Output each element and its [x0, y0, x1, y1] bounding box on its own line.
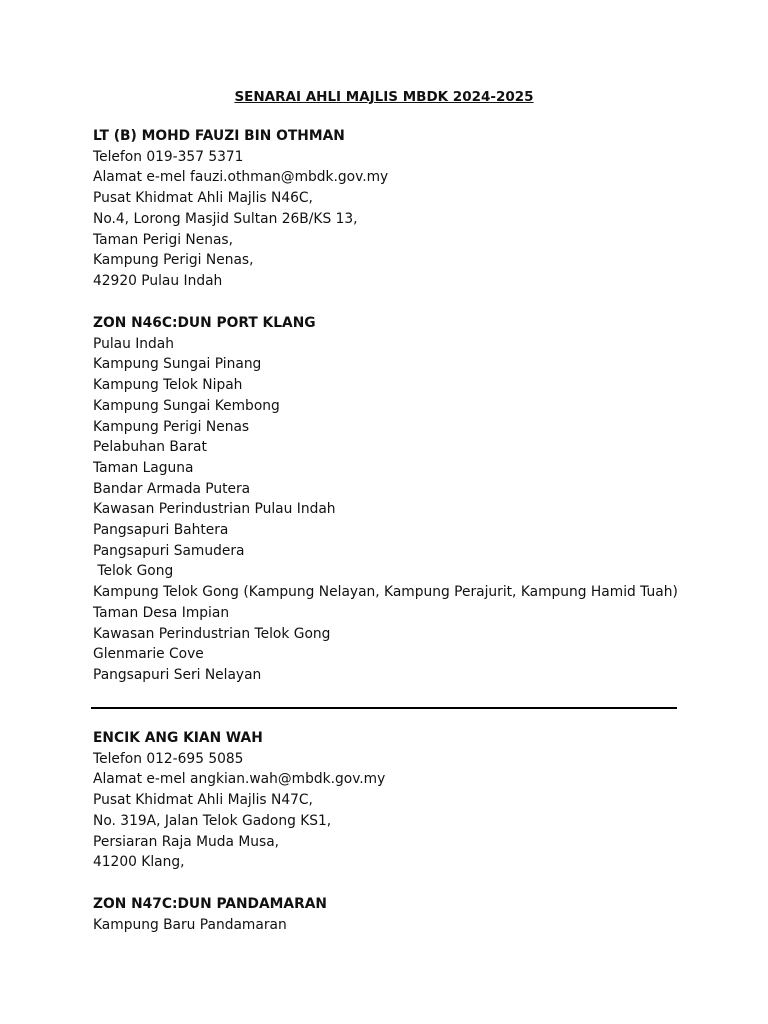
zone-area-item: Kampung Perigi Nenas	[93, 418, 250, 435]
zone-area-item: Kampung Sungai Pinang	[93, 356, 262, 373]
member-1-zone-title: ZON N46C:DUN PORT KLANG	[93, 315, 316, 331]
member-1-zone	[93, 313, 693, 686]
zone-area-item: Bandar Armada Putera	[93, 480, 251, 497]
zone-area-item: Pangsapuri Bahtera	[93, 522, 229, 539]
zone-area-item: Kampung Telok Gong (Kampung Nelayan, Kampung Perajurit, Kampung Hamid Tuah)	[93, 584, 678, 601]
member-1-address-line: No.4, Lorong Masjid Sultan 26B/KS 13,	[93, 210, 358, 227]
zone-area-item: Kampung Telok Nipah	[93, 377, 243, 394]
member-1-address-line: Pusat Khidmat Ahli Majlis N46C,	[93, 190, 313, 207]
member-2-address-line: Persiaran Raja Muda Musa,	[93, 833, 280, 850]
zone-area-item: Kawasan Perindustrian Telok Gong	[93, 625, 331, 642]
zone-area-item: Glenmarie Cove	[93, 646, 204, 663]
zone-area-item: Pelabuhan Barat	[93, 439, 207, 456]
zone-area-item: Pangsapuri Samudera	[93, 542, 245, 559]
zone-area-item: Kampung Baru Pandamaran	[93, 916, 287, 933]
member-2-contact	[93, 728, 693, 873]
member-2-address-line: Pusat Khidmat Ahli Majlis N47C,	[93, 792, 313, 809]
member-2-zone	[93, 894, 693, 935]
member-1-name: LT (B) MOHD FAUZI BIN OTHMAN	[93, 128, 345, 144]
member-2-name: ENCIK ANG KIAN WAH	[93, 730, 263, 746]
document-title: SENARAI AHLI MAJLIS MBDK 2024-2025	[234, 89, 534, 105]
member-2-address-line: 41200 Klang,	[93, 854, 185, 871]
member-1-phone: Telefon 019-357 5371	[93, 148, 244, 165]
member-1-address-line: Taman Perigi Nenas,	[93, 231, 234, 248]
member-2-phone: Telefon 012-695 5085	[93, 750, 244, 767]
zone-area-item: Taman Laguna	[93, 459, 194, 476]
zone-area-item: Kampung Sungai Kembong	[93, 397, 280, 414]
zone-area-item: Taman Desa Impian	[93, 604, 230, 621]
zone-area-item: Pulau Indah	[93, 335, 175, 352]
member-1-address-line: 42920 Pulau Indah	[93, 272, 223, 289]
member-2-zone-title: ZON N47C:DUN PANDAMARAN	[93, 896, 327, 912]
zone-area-item: Telok Gong	[93, 563, 174, 580]
zone-area-item: Kawasan Perindustrian Pulau Indah	[93, 501, 336, 518]
member-1-address-line: Kampung Perigi Nenas,	[93, 252, 254, 269]
member-2-address-line: No. 319A, Jalan Telok Gadong KS1,	[93, 812, 332, 829]
member-1-email: Alamat e-mel fauzi.othman@mbdk.gov.my	[93, 169, 389, 186]
zone-area-item: Pangsapuri Seri Nelayan	[93, 666, 262, 683]
member-2-email: Alamat e-mel angkian.wah@mbdk.gov.my	[93, 771, 386, 788]
member-1-contact	[93, 126, 693, 292]
section-divider	[91, 707, 677, 709]
